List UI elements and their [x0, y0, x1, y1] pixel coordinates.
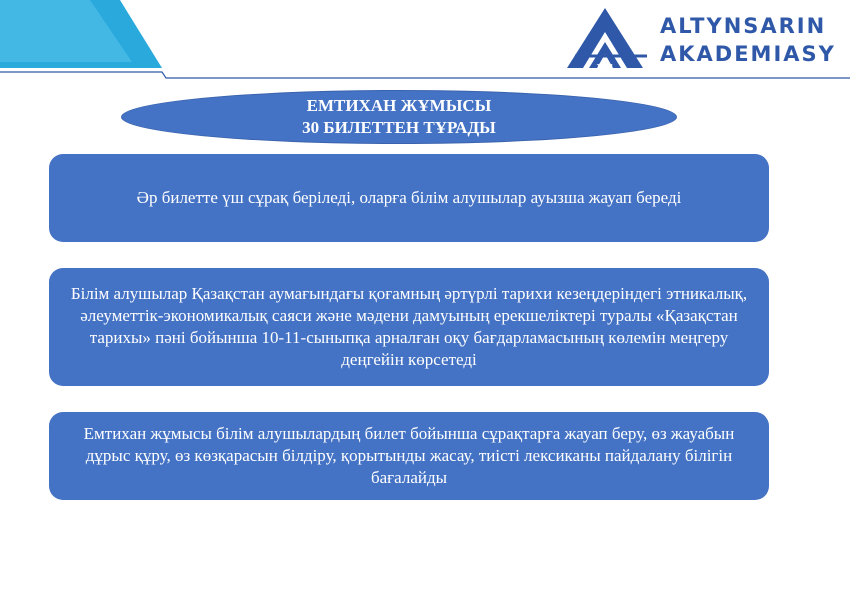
info-box-1	[49, 154, 769, 242]
info-box-2-text: Білім алушылар Қазақстан аумағындағы қоғамның әртүрлі тарихи кезеңдеріндегі этникалық, әлеуметтік-экономикалық саяси және мәдени дамуының ерекшеліктері туралы «Қазақстан тарихы» пәні бойынша 10-11-сыныпқа арналған оқу бағдарламасының көлемін меңгеру деңгейін көрсетеді	[70, 284, 748, 369]
logo-wordmark	[660, 12, 836, 68]
info-box-1-text: Әр билетте үш сұрақ беріледі, оларға білім алушылар ауызша жауап береді	[136, 188, 682, 207]
info-box-2	[49, 268, 769, 386]
info-box-3-text: Емтихан жұмысы білім алушылардың билет бойынша сұрақтарға жауап беру, өз жауабын дұрыс құру, өз көзқарасын білдіру, қорытынды жасау, тиісті лексиканы пайдалану білігін бағалайды	[83, 424, 735, 487]
title-line-2: 30 БИЛЕТТЕН ТҰРАДЫ	[302, 118, 496, 137]
logo-line-2: AKADEMIASY	[660, 42, 836, 66]
logo-line-1: ALTYNSARIN	[660, 14, 827, 38]
logo-year: 1921	[596, 63, 614, 71]
altynsarin-logo-icon	[561, 6, 651, 72]
header-line	[0, 72, 850, 78]
title-ellipse	[121, 90, 677, 144]
title-line-1: ЕМТИХАН ЖҰМЫСЫ	[306, 96, 492, 115]
info-box-3	[49, 412, 769, 500]
